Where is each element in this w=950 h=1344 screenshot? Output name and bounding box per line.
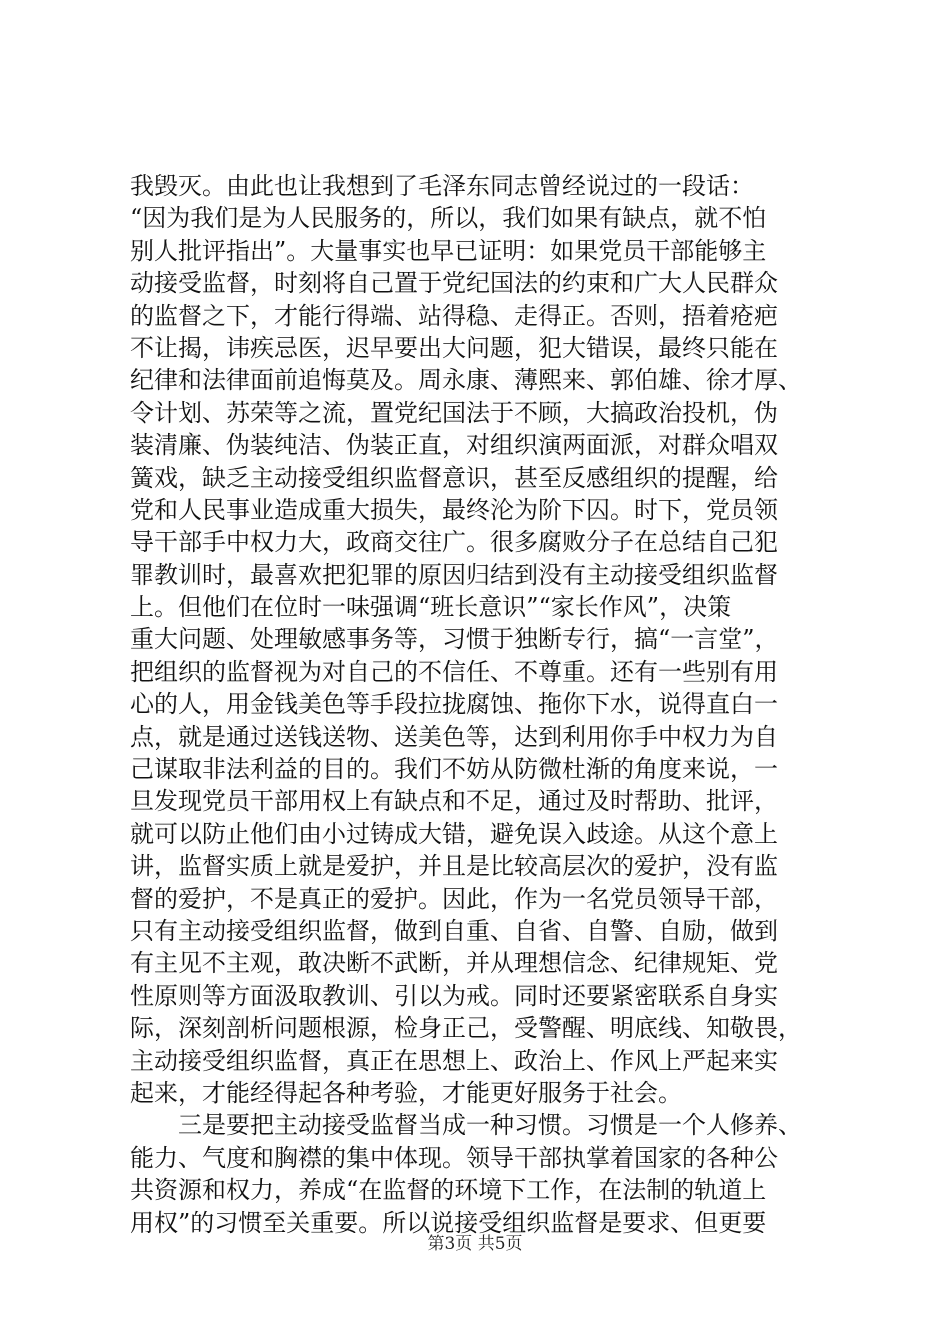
text-line: 讲，监督实质上就是爱护，并且是比较高层次的爱护，没有监 (130, 852, 778, 881)
text-line: 的监督之下，才能行得端、站得稳、走得正。否则，捂着疮疤 (130, 301, 778, 330)
text-line: 心的人，用金钱美色等手段拉拢腐蚀、拖你下水，说得直白一 (130, 690, 778, 719)
text-line: 党和人民事业造成重大损失，最终沦为阶下囚。时下，党员领 (130, 495, 778, 524)
text-line: 起来，才能经得起各种考验，才能更好服务于社会。 (130, 1078, 682, 1107)
text-line: 用权”的习惯至关重要。所以说接受组织监督是要求、但更要 (130, 1208, 767, 1237)
text-line: 主动接受组织监督，真正在思想上、政治上、作风上严起来实 (130, 1046, 778, 1075)
text-line: 能力、气度和胸襟的集中体现。领导干部执掌着国家的各种公 (130, 1143, 778, 1172)
page-number-footer: 第3页 共5页 (427, 1234, 523, 1254)
text-line: 性原则等方面汲取教训、引以为戒。同时还要紧密联系自身实 (130, 981, 778, 1010)
paragraph-start-line: 三是要把主动接受监督当成一种习惯。习惯是一个人修养、 (178, 1111, 802, 1140)
text-line: 令计划、苏荣等之流，置党纪国法于不顾，大搞政治投机，伪 (130, 398, 778, 427)
text-line: 装清廉、伪装纯洁、伪装正直，对组织演两面派，对群众唱双 (130, 431, 778, 460)
text-line: 纪律和法律面前追悔莫及。周永康、薄熙来、郭伯雄、徐才厚、 (130, 366, 802, 395)
text-line: 别人批评指出”。大量事实也早已证明：如果党员干部能够主 (130, 236, 767, 265)
text-line: 际，深刻剖析问题根源，检身正己，受警醒、明底线、知敬畏， (130, 1014, 802, 1043)
text-line: 不让揭，讳疾忌医，迟早要出大问题，犯大错误，最终只能在 (130, 333, 778, 362)
text-line: 导干部手中权力大，政商交往广。很多腐败分子在总结自己犯 (130, 528, 778, 557)
text-line: 我毁灭。由此也让我想到了毛泽东同志曾经说过的一段话： (130, 172, 754, 200)
text-line: 旦发现党员干部用权上有缺点和不足，通过及时帮助、批评， (130, 787, 778, 816)
text-line: 督的爱护，不是真正的爱护。因此，作为一名党员领导干部， (130, 884, 778, 913)
text-line: 共资源和权力，养成“在监督的环境下工作，在法制的轨道上 (130, 1176, 767, 1205)
text-line: 有主见不主观，敢决断不武断，并从理想信念、纪律规矩、党 (130, 949, 778, 978)
text-line: 动接受监督，时刻将自己置于党纪国法的约束和广大人民群众 (130, 269, 778, 298)
text-line: 重大问题、处理敏感事务等，习惯于独断专行，搞“一言堂”， (130, 625, 779, 654)
text-line: 把组织的监督视为对自己的不信任、不尊重。还有一些别有用 (130, 657, 778, 686)
body-text (130, 170, 850, 1239)
text-line: 上。但他们在位时一味强调“班长意识”“家长作风”，决策 (130, 593, 732, 622)
text-line: 只有主动接受组织监督，做到自重、自省、自警、自励，做到 (130, 916, 778, 945)
text-line: 就可以防止他们由小过铸成大错，避免误入歧途。从这个意上 (130, 819, 778, 848)
text-line: 罪教训时，最喜欢把犯罪的原因归结到没有主动接受组织监督 (130, 560, 778, 589)
text-line: 己谋取非法利益的目的。我们不妨从防微杜渐的角度来说，一 (130, 755, 778, 784)
text-line: 点，就是通过送钱送物、送美色等，达到利用你手中权力为自 (130, 722, 778, 751)
text-line: “因为我们是为人民服务的，所以，我们如果有缺点，就不怕 (130, 204, 767, 233)
text-line: 簧戏，缺乏主动接受组织监督意识，甚至反感组织的提醒，给 (130, 463, 778, 492)
